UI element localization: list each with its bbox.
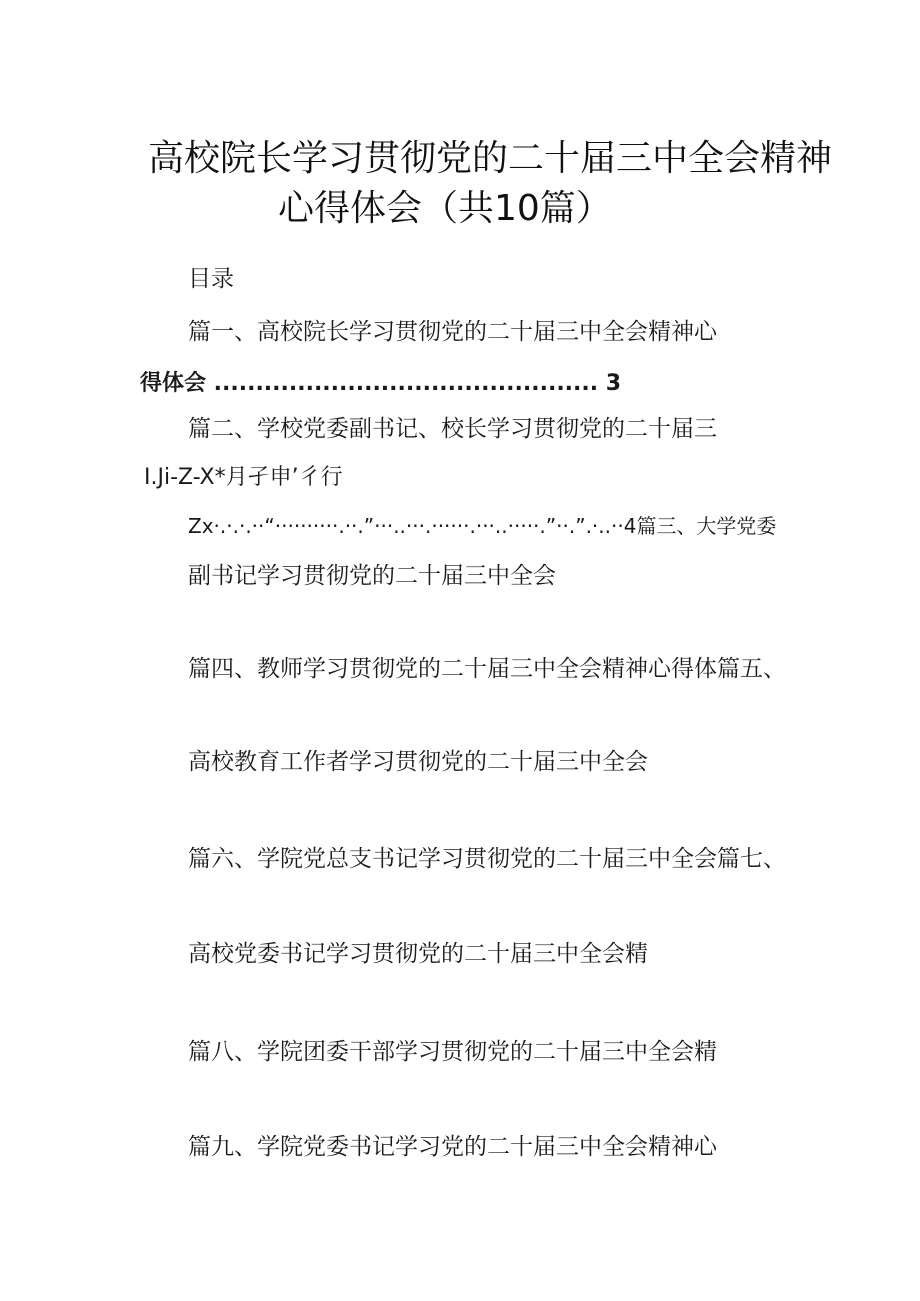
toc-entry-3: Zx·.·.·.··“··········.··.”···..···.······.···..·····.”··.”.·..··4篇三、大学党委 (188, 514, 777, 538)
toc-entry-2-garbled: I.Ji-Z-X*月孑申’彳行 (144, 465, 343, 490)
toc-entry-9: 篇九、学院党委书记学习党的二十届三中全会精神心 (188, 1134, 717, 1160)
toc-entry-4: 篇四、教师学习贯彻党的二十届三中全会精神心得体篇五、 (188, 656, 786, 682)
document-title-line-1: 高校院长学习贯彻党的二十届三中全会精神 (148, 138, 833, 179)
toc-entry-7: 高校党委书记学习贯彻党的二十届三中全会精 (188, 941, 648, 967)
toc-entry-1-continuation: 得体会 .............................................. 3 (140, 371, 622, 396)
document-title-line-2: 心得体会（共10篇） (278, 188, 612, 229)
toc-entry-6: 篇六、学院党总支书记学习贯彻党的二十届三中全会篇七、 (188, 846, 786, 872)
toc-heading: 目录 (188, 266, 234, 292)
toc-entry-5: 高校教育工作者学习贯彻党的二十届三中全会 (188, 749, 648, 775)
toc-entry-1: 篇一、高校院长学习贯彻党的二十届三中全会精神心 (188, 319, 717, 345)
toc-entry-3-continuation: 副书记学习贯彻党的二十届三中全会 (188, 563, 556, 589)
toc-entry-2: 篇二、学校党委副书记、校长学习贯彻党的二十届三 (188, 416, 717, 442)
toc-entry-8: 篇八、学院团委干部学习贯彻党的二十届三中全会精 (188, 1039, 717, 1065)
